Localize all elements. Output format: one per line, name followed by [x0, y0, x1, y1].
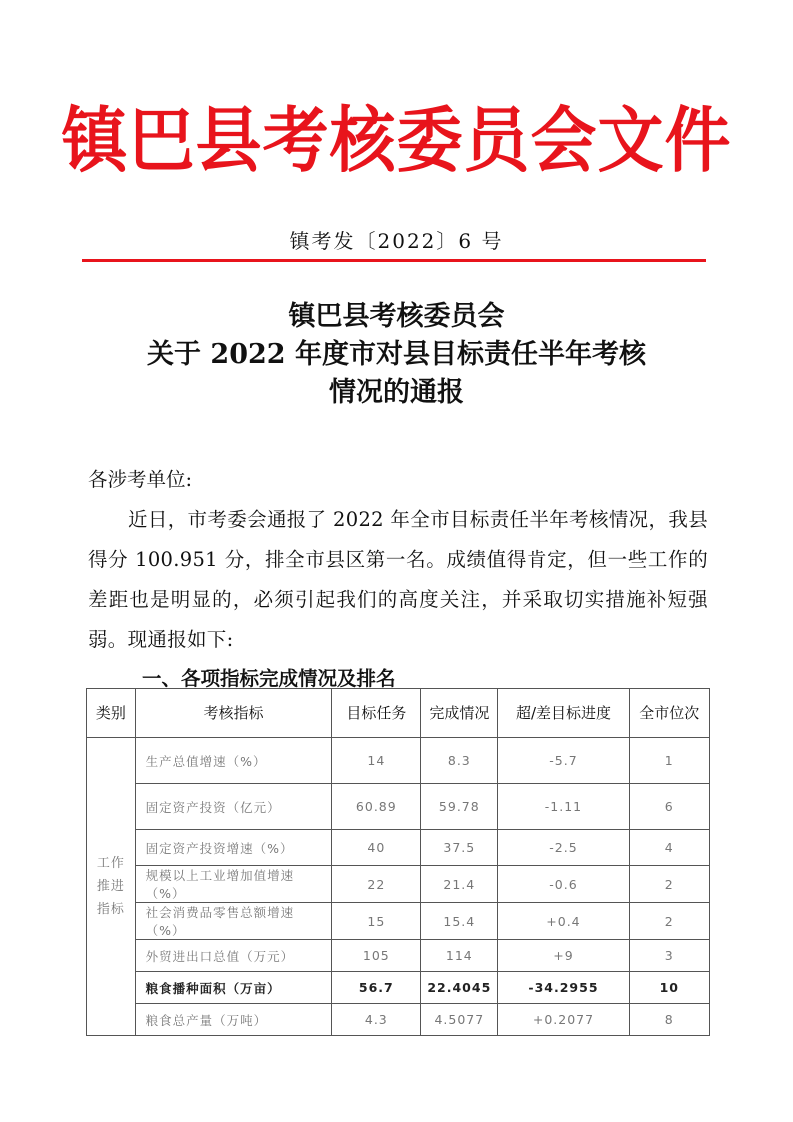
cell-rank: 10 — [629, 972, 709, 1004]
table-row — [87, 738, 710, 784]
body-paragraph: 近日，市考委会通报了 2022 年全市目标责任半年考核情况，我县得分 100.951 分，排全市县区第一名。成绩值得肯定，但一些工作的差距也是明显的，必须引起我们的高度关注，并采取切实措施补短强弱。现通报如下: — [88, 508, 708, 651]
cell-progress: -1.11 — [498, 784, 629, 830]
table-row — [87, 972, 710, 1004]
table-row — [87, 784, 710, 830]
table-row — [87, 940, 710, 972]
header-target: 目标任务 — [332, 689, 421, 738]
category-cell: 工作 推进 指标 — [87, 738, 136, 1036]
cell-rank: 2 — [629, 866, 709, 903]
masthead-title: 镇巴县考核委员会文件 — [61, 98, 732, 183]
header-actual: 完成情况 — [421, 689, 498, 738]
cell-target: 14 — [332, 738, 421, 784]
table-row — [87, 830, 710, 866]
header-progress: 超/差目标进度 — [498, 689, 629, 738]
cell-progress: -2.5 — [498, 830, 629, 866]
red-divider — [82, 259, 706, 262]
title-line-2: 关于 2022 年度市对县目标责任半年考核 — [147, 339, 646, 370]
cell-rank: 2 — [629, 903, 709, 940]
cell-actual: 37.5 — [421, 830, 498, 866]
cell-target: 56.7 — [332, 972, 421, 1004]
cell-progress: +0.2077 — [498, 1004, 629, 1036]
cell-actual: 59.78 — [421, 784, 498, 830]
table-row — [87, 1004, 710, 1036]
cell-progress: +9 — [498, 940, 629, 972]
cell-actual: 22.4045 — [421, 972, 498, 1004]
cell-indicator: 规模以上工业增加值增速（%） — [135, 866, 332, 903]
cell-indicator: 固定资产投资增速（%） — [135, 830, 332, 866]
header-indicator: 考核指标 — [135, 689, 332, 738]
section-heading: 一、各项指标完成情况及排名 — [142, 667, 396, 690]
table-row — [87, 866, 710, 903]
table-row — [87, 903, 710, 940]
cell-rank: 6 — [629, 784, 709, 830]
header-rank: 全市位次 — [629, 689, 709, 738]
cell-indicator: 外贸进出口总值（万元） — [135, 940, 332, 972]
cell-target: 60.89 — [332, 784, 421, 830]
header-category: 类别 — [87, 689, 136, 738]
cell-actual: 4.5077 — [421, 1004, 498, 1036]
cell-progress: +0.4 — [498, 903, 629, 940]
notice-title — [0, 298, 793, 412]
cell-indicator: 粮食播种面积（万亩） — [135, 972, 332, 1004]
document-number: 镇考发〔2022〕6 号 — [289, 229, 504, 253]
cell-target: 105 — [332, 940, 421, 972]
cell-actual: 8.3 — [421, 738, 498, 784]
cell-rank: 1 — [629, 738, 709, 784]
table-header-row — [87, 689, 710, 738]
cell-indicator: 社会消费品零售总额增速（%） — [135, 903, 332, 940]
cell-rank: 8 — [629, 1004, 709, 1036]
cell-indicator: 固定资产投资（亿元） — [135, 784, 332, 830]
cell-progress: -0.6 — [498, 866, 629, 903]
cell-target: 15 — [332, 903, 421, 940]
cell-indicator: 粮食总产量（万吨） — [135, 1004, 332, 1036]
cell-target: 4.3 — [332, 1004, 421, 1036]
cell-progress: -5.7 — [498, 738, 629, 784]
cell-actual: 15.4 — [421, 903, 498, 940]
cell-actual: 114 — [421, 940, 498, 972]
cell-progress: -34.2955 — [498, 972, 629, 1004]
salutation: 各涉考单位: — [88, 468, 193, 491]
title-line-3: 情况的通报 — [329, 377, 464, 408]
indicator-table — [86, 688, 710, 1036]
cell-rank: 3 — [629, 940, 709, 972]
cell-actual: 21.4 — [421, 866, 498, 903]
cell-indicator: 生产总值增速（%） — [135, 738, 332, 784]
cell-rank: 4 — [629, 830, 709, 866]
cell-target: 22 — [332, 866, 421, 903]
cell-target: 40 — [332, 830, 421, 866]
title-line-1: 镇巴县考核委员会 — [288, 301, 505, 332]
